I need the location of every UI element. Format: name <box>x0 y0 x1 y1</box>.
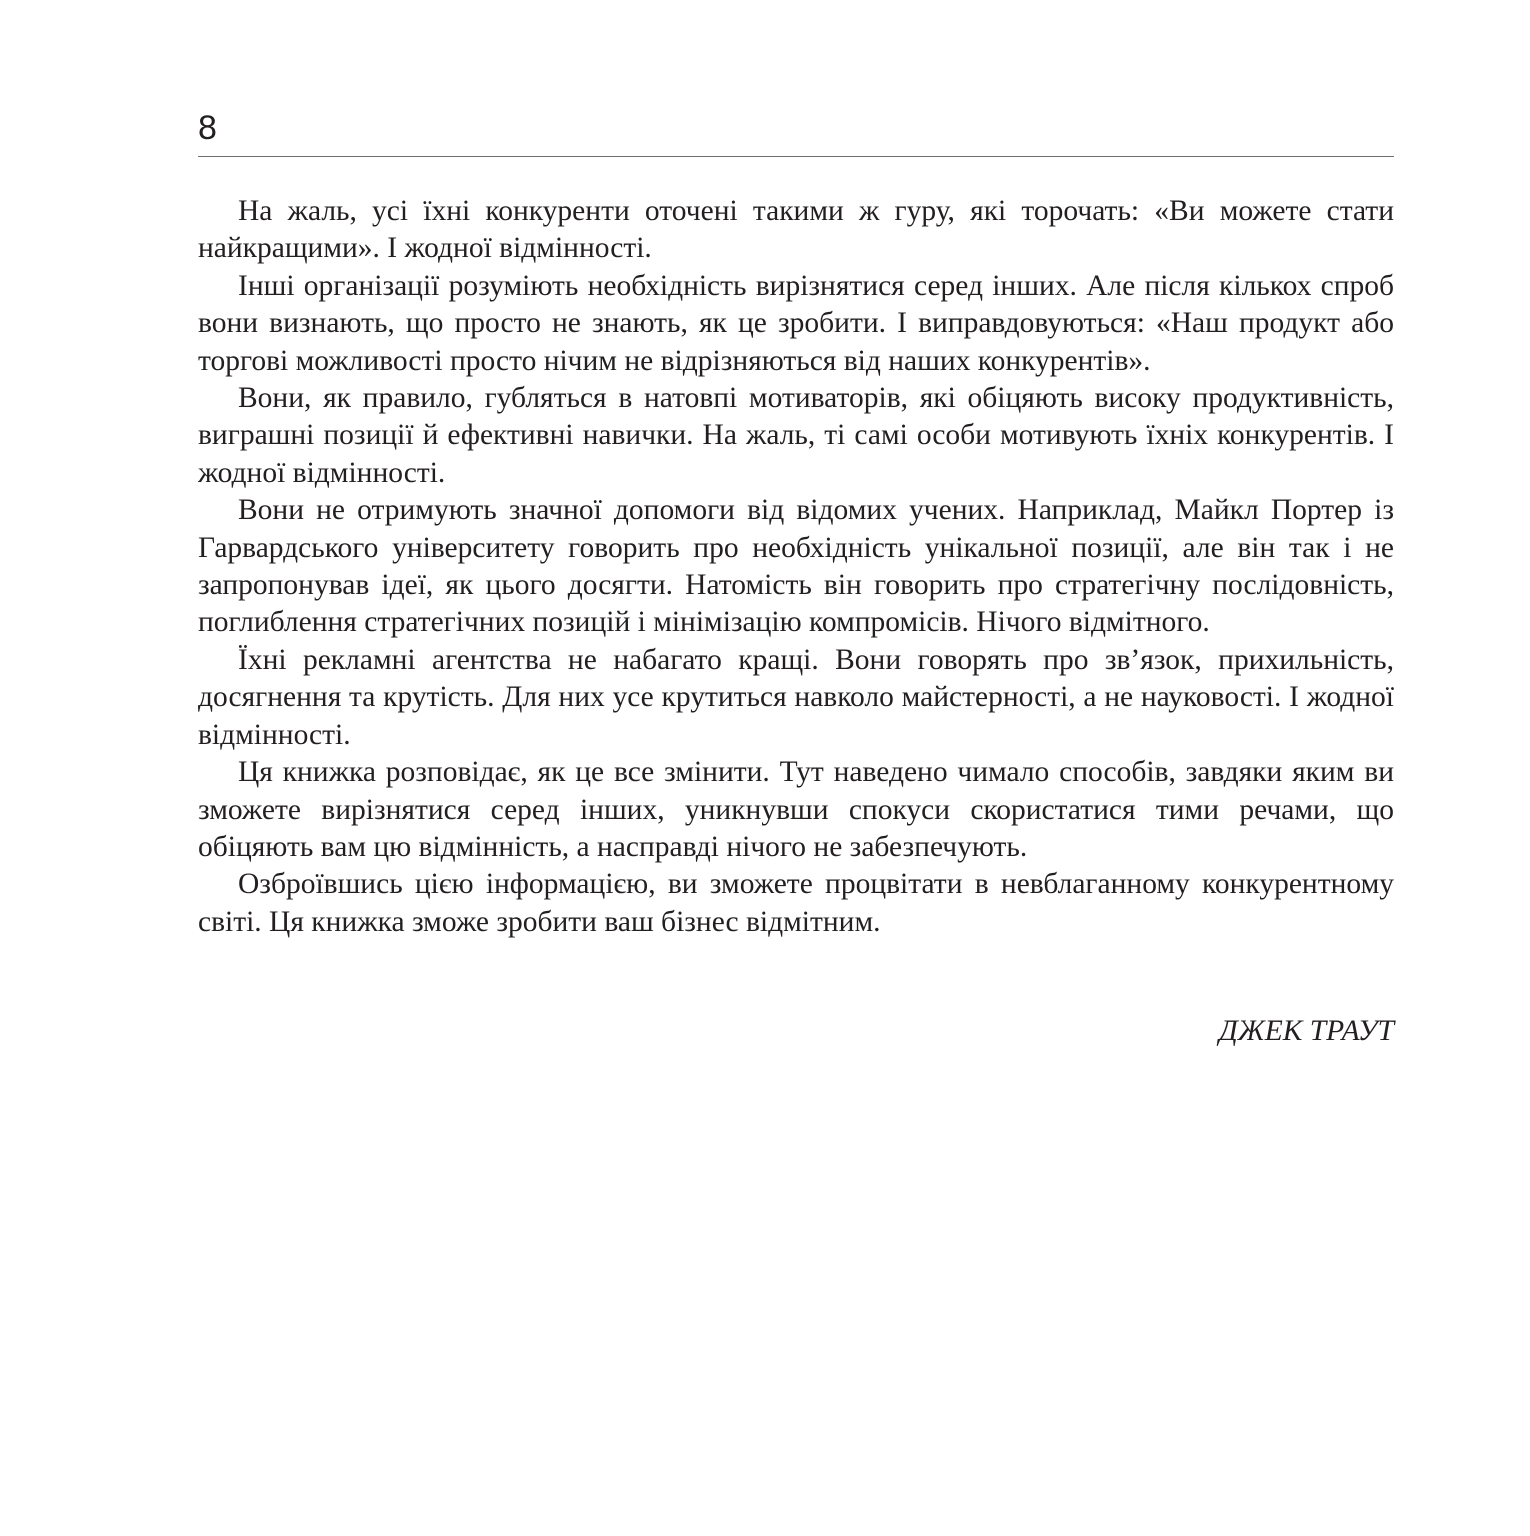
header-rule <box>198 156 1394 157</box>
body-text <box>198 193 1394 941</box>
paragraph-7: Озброївшись цією інформацією, ви зможете процвітати в невблаганному конкурентному світі. Ця книжка зможе зробити ваш бізнес відмітним. <box>198 868 1394 938</box>
paragraph-1: На жаль, усі їхні конкуренти оточені такими ж гуру, які торочать: «Ви можете стати найкращими». І жодної відмінності. <box>198 195 1394 265</box>
paragraph-4: Вони не отримують значної допомоги від відомих учених. Наприклад, Майкл Портер із Гарвардського університету говорить про необхідність унікальної позиції, але він так і не запропонував ідеї, як цього досягти. Натомість він говорить про стратегічну послідовність, поглиблення стратегічних позицій і мінімізацію компромісів. Нічого відмітного. <box>198 494 1394 639</box>
paragraph-3: Вони, як правило, губляться в натовпі мотиваторів, які обіцяють високу продуктивність, виграшні позиції й ефективні навички. На жаль, ті самі особи мотивують їхніх конкурентів. І жодної відмінності. <box>198 382 1394 489</box>
paragraph-6: Ця книжка розповідає, як це все змінити. Тут наведено чимало способів, завдяки яким ви зможете вирізнятися серед інших, уникнувши спокуси скористатися тими речами, що обіцяють вам цю відмінність, а насправді нічого не забезпечують. <box>198 756 1394 863</box>
author-signature: ДЖЕК ТРАУТ <box>1218 1015 1394 1047</box>
paragraph-2: Інші організації розуміють необхідність вирізнятися серед інших. Але після кількох спроб вони визнають, що просто не знають, як це зробити. І виправдовуються: «Наш продукт або торгові можливості просто нічим не відрізняються від наших конкурентів». <box>198 269 1394 377</box>
paragraph-5: Їхні рекламні агентства не набагато кращі. Вони говорять про зв’язок, прихильність, досягнення та крутість. Для них усе крутиться навколо майстерності, а не науковості. І жодної відмінності. <box>198 643 1394 751</box>
page-number: 8 <box>198 109 217 147</box>
